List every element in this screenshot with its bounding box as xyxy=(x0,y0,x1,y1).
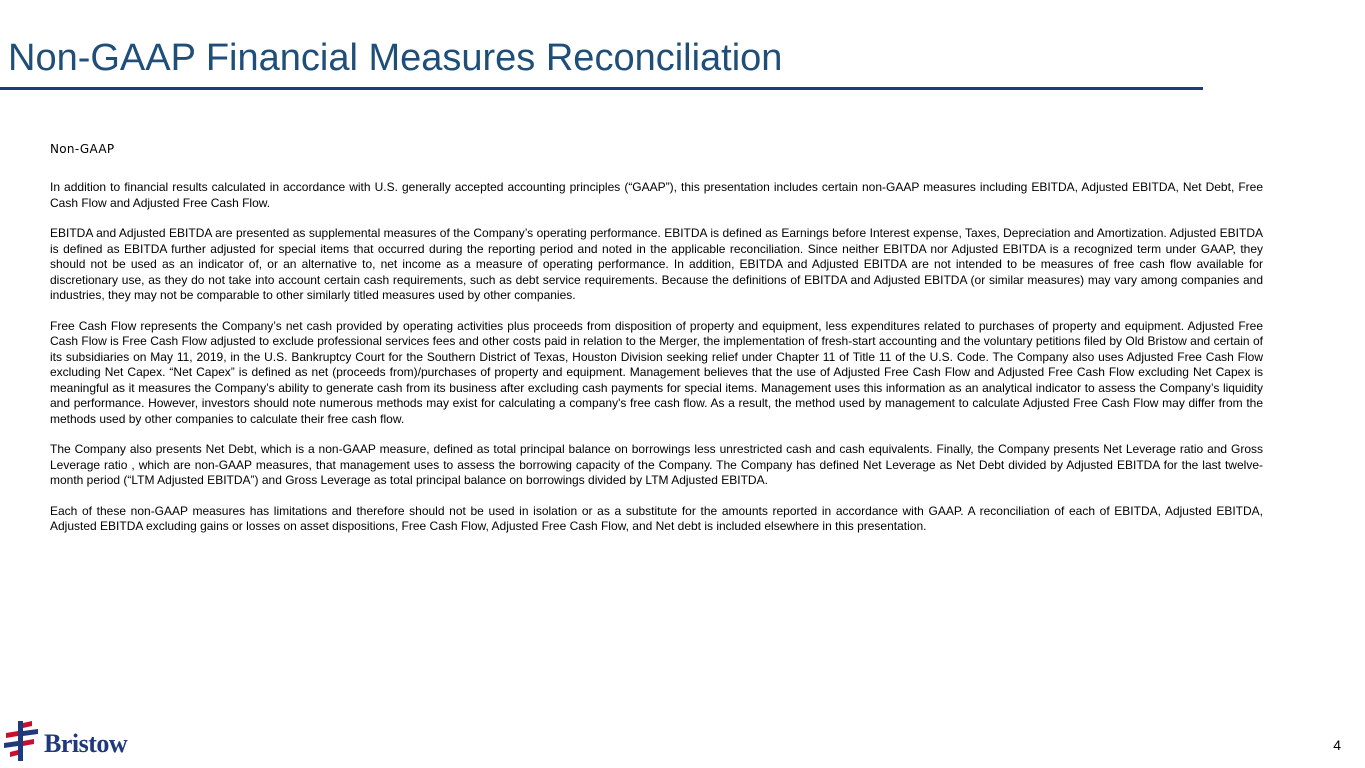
logo-wordmark: Bristow xyxy=(44,729,128,758)
paragraph-ebitda: EBITDA and Adjusted EBITDA are presented as supplemental measures of the Company’s operating performance. EBITDA is defined as Earnings before Interest expense, Taxes, Depreciation and Amortization. Adjusted EBITDA is defined as EBITDA further adjusted for special items that occurred during the reporting period and noted in the applicable reconciliation. Since neither EBITDA nor Adjusted EBITDA is a recognized term under GAAP, they should not be used as an indicator of, or an alternative to, net income as a measure of operating performance. In addition, EBITDA and Adjusted EBITDA are not intended to be measures of free cash flow available for discretionary use, as they do not take into account certain cash requirements, such as debt service requirements. Because the definitions of EBITDA and Adjusted EBITDA (or similar measures) may vary among companies and industries, they may not be comparable to other similarly titled measures used by other companies. xyxy=(50,226,1263,302)
page-number: 4 xyxy=(1333,737,1341,753)
paragraph-free-cash-flow: Free Cash Flow represents the Company’s net cash provided by operating activities plus proceeds from disposition of property and equipment, less expenditures related to purchases of property and equipment. Adjusted Free Cash Flow is Free Cash Flow adjusted to exclude professional services fees and other costs paid in relation to the Merger, the implementation of fresh-start accounting and the voluntary petitions filed by Old Bristow and certain of its subsidiaries on May 11, 2019, in the U.S. Bankruptcy Court for the Southern District of Texas, Houston Division seeking relief under Chapter 11 of Title 11 of the U.S. Code. The Company also uses Adjusted Free Cash Flow excluding Net Capex. “Net Capex” is defined as net (proceeds from)/purchases of property and equipment. Management believes that the use of Adjusted Free Cash Flow and Adjusted Free Cash Flow excluding Net Capex is meaningful as it measures the Company’s ability to generate cash from its business after excluding cash payments for special items. Management uses this information as an analytical indicator to assess the Company’s liquidity and performance. However, investors should note numerous methods may exist for calculating a company's free cash flow. As a result, the method used by management to calculate Adjusted Free Cash Flow may differ from the methods used by other companies to calculate their free cash flow. xyxy=(50,318,1263,426)
section-label: Non-GAAP xyxy=(50,142,115,156)
paragraph-gaap-intro: In addition to financial results calculated in accordance with U.S. generally accepted accounting principles (“GAAP”), this presentation includes certain non-GAAP measures including EBITDA, Adjusted EBITDA, Net Debt, Free Cash Flow and Adjusted Free Cash Flow. xyxy=(50,180,1263,210)
bristow-logo xyxy=(4,721,144,761)
paragraph-net-debt: The Company also presents Net Debt, which is a non-GAAP measure, defined as total principal balance on borrowings less unrestricted cash and cash equivalents. Finally, the Company presents Net Leverage ratio and Gross Leverage ratio , which are non-GAAP measures, that management uses to assess the borrowing capacity of the Company. The Company has defined Net Leverage as Net Debt divided by Adjusted EBITDA for the last twelve-month period (“LTM Adjusted EBITDA”) and Gross Leverage as total principal balance on borrowings divided by LTM Adjusted EBITDA. xyxy=(50,442,1263,487)
paragraph-limitations: Each of these non-GAAP measures has limitations and therefore should not be used in isolation or as a substitute for the amounts reported in accordance with GAAP. A reconciliation of each of EBITDA, Adjusted EBITDA, Adjusted EBITDA excluding gains or losses on asset dispositions, Free Cash Flow, Adjusted Free Cash Flow, and Net debt is included elsewhere in this presentation. xyxy=(50,503,1263,533)
body-text xyxy=(50,140,1263,550)
bristow-logo-icon xyxy=(4,721,42,761)
title-divider xyxy=(0,87,1203,90)
slide-title: Non-GAAP Financial Measures Reconciliation xyxy=(8,37,783,79)
